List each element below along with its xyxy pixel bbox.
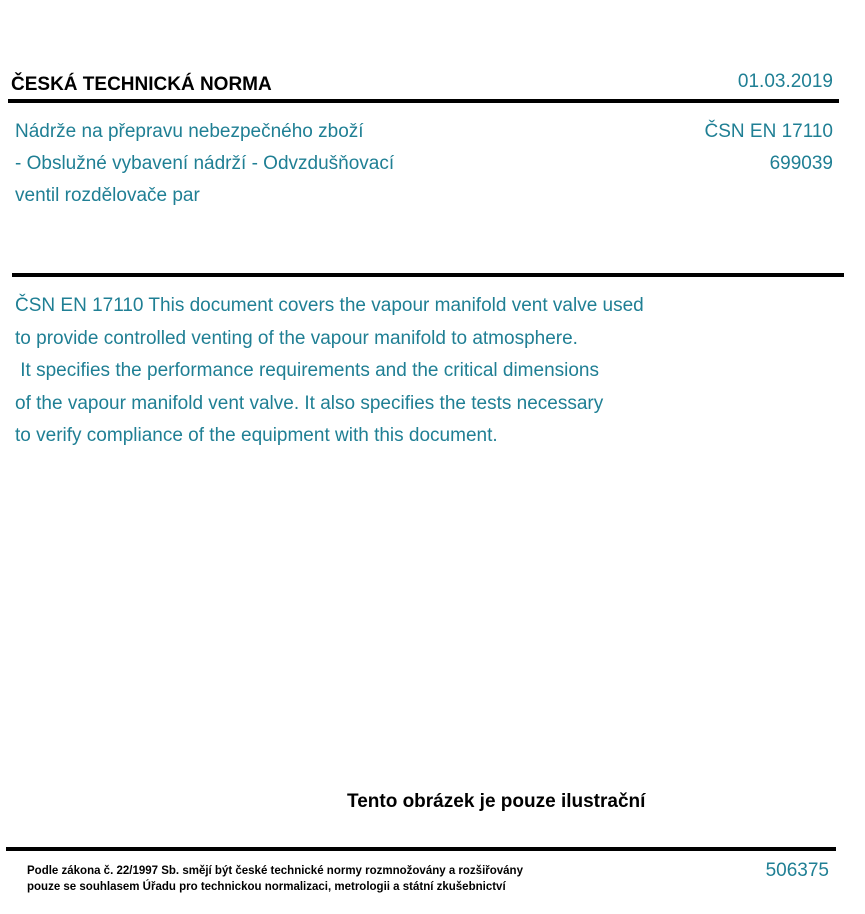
footer-divider — [6, 847, 836, 851]
abstract-line: of the vapour manifold vent valve. It also specifies the tests necessary — [15, 392, 604, 414]
standard-header-title: ČESKÁ TECHNICKÁ NORMA — [11, 74, 272, 95]
abstract-line: ČSN EN 17110 This document covers the vapour manifold vent valve used — [15, 295, 644, 316]
legal-notice-line: Podle zákona č. 22/1997 Sb. smějí být české technické normy rozmnožovány a rozšiřovány — [27, 865, 523, 877]
document-title-line: - Obslužné vybavení nádrží - Odvzdušňovací — [15, 153, 395, 174]
document-title-line: ventil rozdělovače par — [15, 185, 200, 206]
legal-notice — [27, 863, 523, 895]
abstract-line: to provide controlled venting of the vapour manifold to atmosphere. — [15, 327, 578, 349]
standard-identifiers — [705, 116, 834, 180]
abstract-text — [15, 290, 644, 453]
standard-code: ČSN EN 17110 — [704, 121, 833, 142]
publication-date: 01.03.2019 — [737, 71, 833, 92]
document-number: 506375 — [765, 860, 829, 881]
abstract-line: to verify compliance of the equipment with this document. — [15, 425, 498, 446]
illustrative-notice: Tento obrázek je pouze ilustrační — [347, 791, 646, 812]
document-title-line: Nádrže na přepravu nebezpečného zboží — [15, 121, 364, 142]
classification-number: 699039 — [769, 153, 833, 174]
header-divider — [8, 99, 839, 103]
legal-notice-line: pouze se souhlasem Úřadu pro technickou normalizaci, metrologii a státní zkušebnictví — [27, 881, 506, 893]
abstract-line: It specifies the performance requirements and the critical dimensions — [15, 360, 599, 381]
title-divider — [12, 273, 844, 277]
document-title — [15, 116, 475, 212]
